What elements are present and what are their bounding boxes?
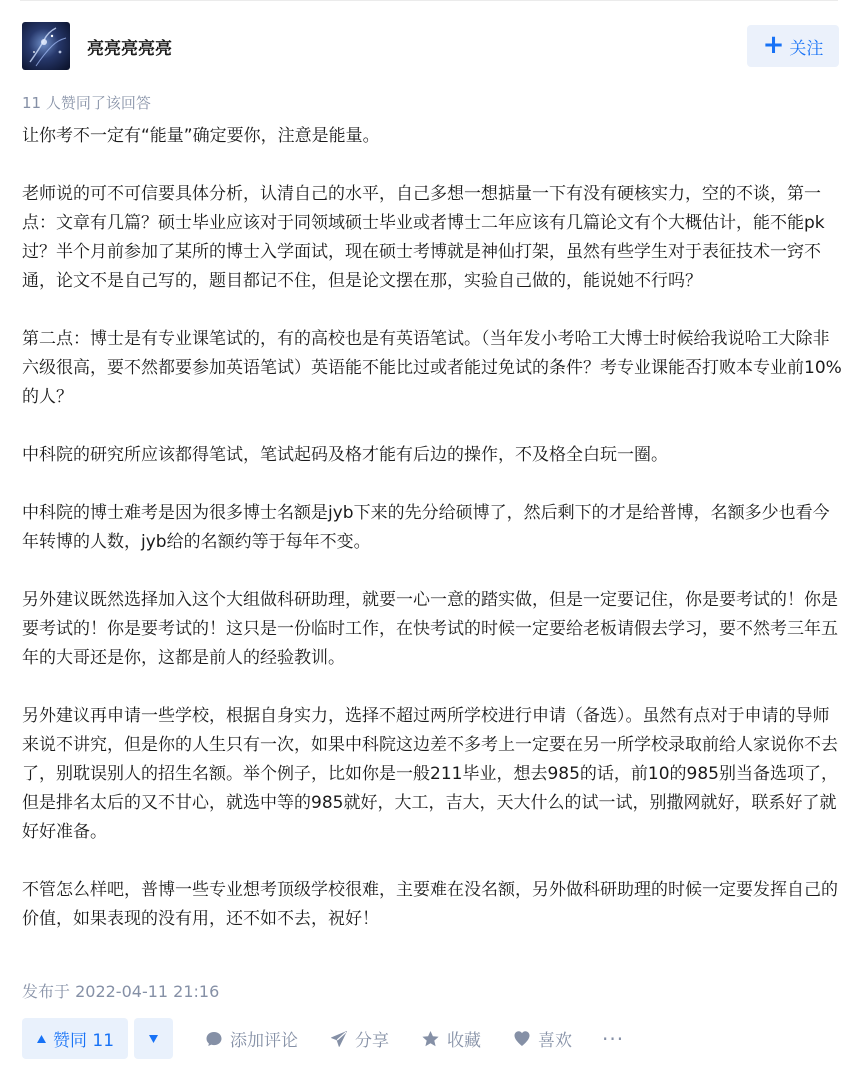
more-button[interactable]: ··· xyxy=(602,1026,625,1051)
avatar[interactable] xyxy=(22,22,70,70)
author-name[interactable]: 亮亮亮亮亮 xyxy=(87,38,172,59)
follow-button[interactable] xyxy=(747,25,839,67)
favorite-label: 收藏 xyxy=(447,1031,482,1051)
vote-up-button[interactable] xyxy=(22,1018,128,1059)
paragraph: 中科院的研究所应该都得笔试，笔试起码及格才能有后边的操作，不及格全白玩一圈。 xyxy=(22,445,668,465)
favorite-button[interactable] xyxy=(421,1026,481,1051)
paragraph: 第二点：博士是有专业课笔试的，有的高校也是有英语笔试。（当年发小考哈工大博士时候给我说哈工大除非六级很高，要不然都要参加英语笔试）英语能不能比过或者能过免试的条件？考专业课能否打败本专业前10%的人？ xyxy=(22,329,842,407)
comment-icon xyxy=(205,1030,223,1048)
paragraph: 不管怎么样吧，普博一些专业想考顶级学校很难，主要难在没名额，另外做科研助理的时候一定要发挥自己的价值，如果表现的没有用，还不如不去，祝好！ xyxy=(22,880,838,929)
plus-icon: + xyxy=(762,30,785,60)
paragraph: 另外建议再申请一些学校，根据自身实力，选择不超过两所学校进行申请（备选）。虽然有点对于申请的导师来说不讲究，但是你的人生只有一次，如果中科院这边差不多考上一定要在另一所学校录取前给人家说你不去了，别耽误别人的招生名额。举个例子，比如你是一般211毕业，想去985的话，前10的985别当备选项了，但是排名太后的又不甘心，就选中等的985就好，大工，吉大，天大什么的试一试，别撒网就好，联系好了就好好准备。 xyxy=(22,706,838,842)
vote-up-label: 赞同 11 xyxy=(53,1031,115,1051)
like-button[interactable] xyxy=(513,1026,572,1051)
paragraph: 老师说的可不可信要具体分析，认清自己的水平，自己多想一想掂量一下有没有硬核实力，空的不谈，第一点：文章有几篇？硕士毕业应该对于同领域硕士毕业或者博士二年应该有几篇论文有个大概估计，能不能pk过？半个月前参加了某所的博士入学面试，现在硕士考博就是神仙打架，虽然有些学生对于表征技术一窍不通，论文不是自己写的，题目都记不住，但是论文摆在那，实验自己做的，能说她不行吗？ xyxy=(22,184,825,291)
star-icon xyxy=(421,1030,440,1048)
comment-label: 添加评论 xyxy=(230,1031,299,1051)
share-icon xyxy=(330,1030,348,1048)
answer-content xyxy=(22,122,842,934)
publish-time[interactable]: 发布于 2022-04-11 21:16 xyxy=(22,982,220,1001)
author-info xyxy=(22,21,838,71)
heart-icon xyxy=(513,1030,531,1047)
triangle-down-icon xyxy=(148,1034,159,1044)
vote-down-button[interactable] xyxy=(134,1018,173,1059)
comment-button[interactable] xyxy=(205,1026,298,1051)
follow-label: 关注 xyxy=(789,38,824,59)
paragraph: 中科院的博士难考是因为很多博士名额是jyb下来的先分给硕博了，然后剩下的才是给普博，名额多少也看今年转博的人数，jyb给的名额约等于每年不变。 xyxy=(22,503,830,552)
paragraph: 另外建议既然选择加入这个大组做科研助理，就要一心一意的踏实做，但是一定要记住，你是要考试的！你是要考试的！你是要考试的！这只是一份临时工作，在快考试的时候一定要给老板请假去学习，要不然考三年五年的大哥还是你，这都是前人的经验教训。 xyxy=(22,590,838,668)
triangle-up-icon xyxy=(36,1034,47,1044)
top-divider xyxy=(20,0,838,1)
voters-count[interactable]: 11 人赞同了该回答 xyxy=(22,94,151,112)
like-label: 喜欢 xyxy=(538,1031,573,1051)
share-button[interactable] xyxy=(330,1026,389,1051)
action-bar xyxy=(22,1018,838,1059)
paragraph: 让你考不一定有“能量”确定要你，注意是能量。 xyxy=(22,126,380,146)
share-label: 分享 xyxy=(355,1031,390,1051)
